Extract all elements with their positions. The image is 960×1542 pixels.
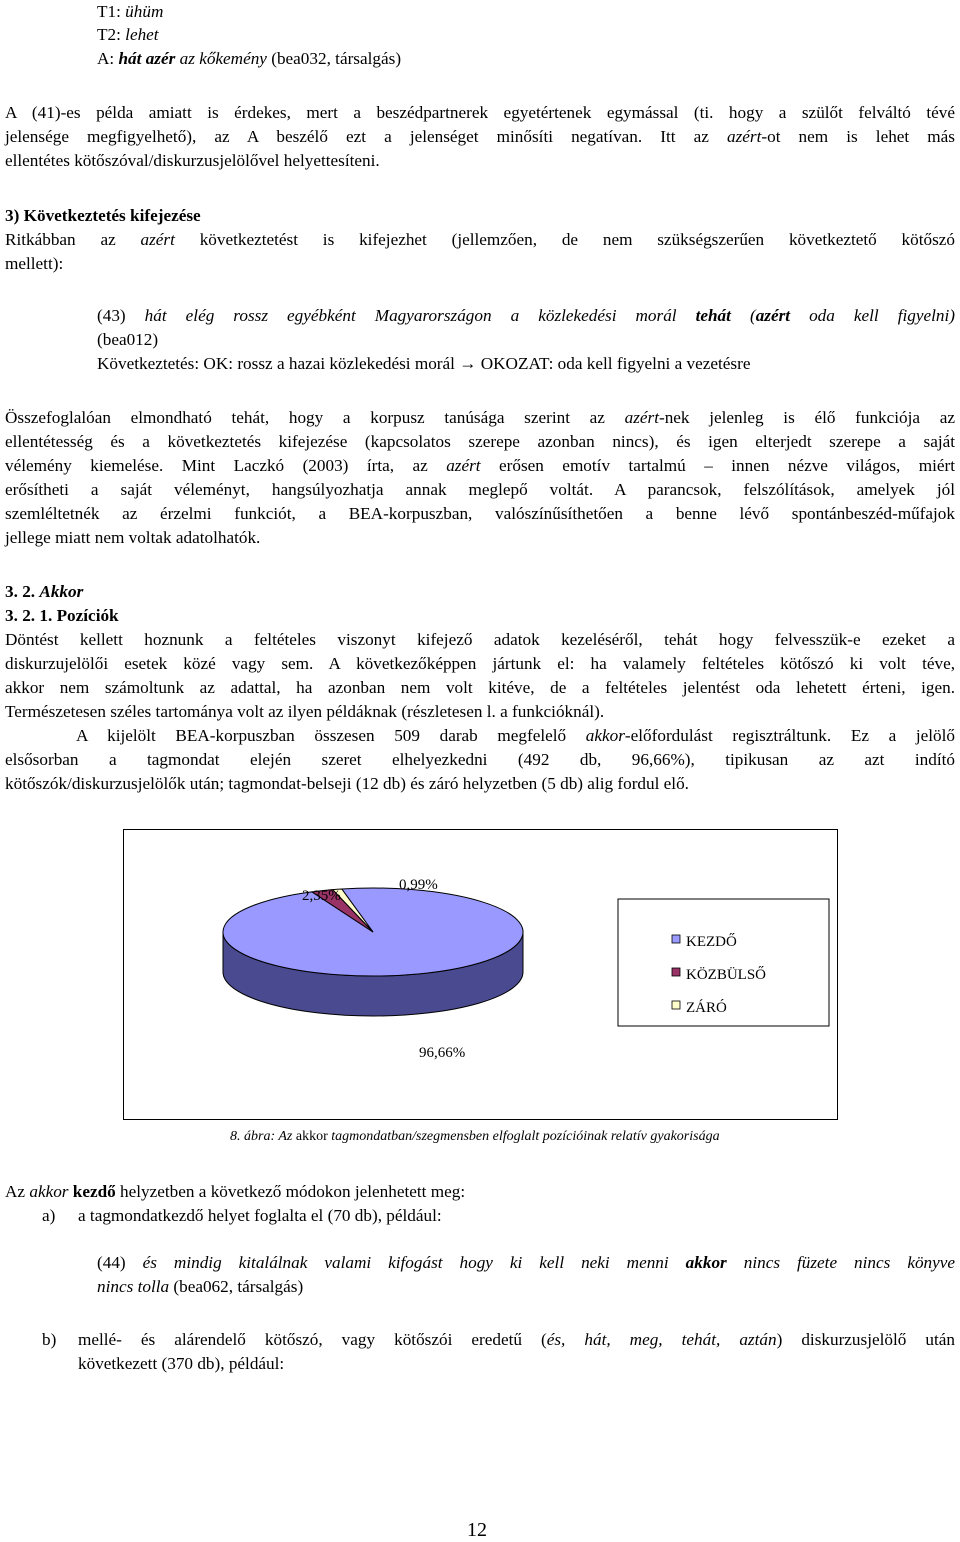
data-label-kezdo: 96,66%: [419, 1045, 466, 1061]
legend-swatch-kezdo: [672, 935, 680, 943]
pie-tops: [223, 888, 523, 976]
summary-line5: szemléltetnék az érzelmi funkciót, a BEA-korpuszban, valószínűsíthetően a benne lévő spontánbeszéd-műfajok: [5, 504, 955, 523]
list-item-a: a tagmondatkezdő helyet foglalta el (70 db), például:: [78, 1206, 442, 1225]
para1-line1: A (41)-es példa amiatt is érdekes, mert a beszédpartnerek egyetértenek egymással (ti. hogy a szülőt felváltó tévé: [5, 103, 955, 122]
sec3-line2: mellett):: [5, 254, 64, 273]
sec32-line1: Döntést kellett hoznunk a feltételes viszonyt kifejező adatok kezeléséről, tehát hogy felvesszük-e ezeket a: [5, 630, 955, 649]
list-item-b-line2: következett (370 db), például:: [78, 1354, 285, 1373]
example-44-line2: nincs tolla (bea062, társalgás): [97, 1277, 304, 1296]
list-label-a: a): [42, 1206, 56, 1225]
summary-line2: ellentétesség és a következtetés kifejezése (kapcsolatos szerepe azonban nincs), és igen elterjedt szerepe a saját: [5, 432, 955, 451]
data-label-zaro: 0,99%: [399, 877, 438, 893]
page-number: 12: [467, 1519, 487, 1541]
example-44: (44) és mindig kitalálnak valami kifogást hogy ki kell neki menni akkor nincs füzete nincs könyve: [97, 1253, 956, 1272]
figure-caption: 8. ábra: Az akkor tagmondatban/szegmensben elfoglalt pozícióinak relatív gyakorisága: [230, 1129, 720, 1144]
para1-line3: ellentétes kötőszóval/diskurzusjelölővel helyettesíteni.: [5, 151, 380, 170]
sec32-line2: diskurzujelölői esetek közé vagy sem. A következőképpen jártunk el: ha valamely feltételes kötőszó ki volt téve,: [5, 654, 955, 673]
section-heading-3-2-1: 3. 2. 1. Pozíciók: [5, 606, 119, 625]
example-43-conclusion: Következtetés: OK: rossz a hazai közlekedési morál → OKOZAT: oda kell figyelni a vezetésre: [97, 354, 751, 373]
turn-t1: T1: ühüm: [97, 2, 164, 21]
akkor-intro: Az akkor kezdő helyzetben a következő módokon jelenhetett meg:: [5, 1182, 466, 1201]
section-heading-3-2: 3. 2. Akkor: [5, 582, 84, 601]
legend-swatch-zaro: [672, 1001, 680, 1009]
legend-label-zaro: ZÁRÓ: [686, 1000, 727, 1016]
legend-label-kozbulso: KÖZBÜLSŐ: [686, 967, 767, 983]
sec3-line1: Ritkábban az azért következtetést is kifejezhet (jellemzően, de nem szükségszerűen következtető kötőszó: [5, 230, 956, 249]
list-item-b-line1: mellé- és alárendelő kötőszó, vagy kötőszói eredetű (és, hát, meg, tehát, aztán) diskurzusjelölő után: [78, 1330, 955, 1349]
turn-t2: T2: lehet: [97, 25, 159, 44]
legend-swatch-kozbulso: [672, 968, 680, 976]
list-label-b: b): [42, 1330, 57, 1349]
summary-line3: vélemény kiemelése. Mint Laczkó (2003) írta, az azért erősen emotív tartalmú – innen nézve világos, miért: [5, 456, 956, 475]
summary-line4: erősítheti a saját véleményt, hangsúlyozhatja annak meglepő voltát. A parancsok, felszólítások, amelyek jól: [5, 480, 955, 499]
sec32-line5: A kijelölt BEA-korpuszban összesen 509 darab megfelelő akkor-előfordulást regisztráltunk. Ez a jelölő: [76, 726, 955, 745]
turn-a: A: hát azér az kőkemény (bea032, társalgás): [97, 49, 402, 68]
para1-line2: jelensége megfigyelhető), az A beszélő ezt a jelenséget minősíti negatívan. Itt az azért-ot nem is lehet más: [5, 127, 955, 146]
example-43-source: (bea012): [97, 330, 159, 349]
summary-line1: Összefoglalóan elmondható tehát, hogy a korpusz tanúsága szerint az azért-nek jelenleg is élő funkciója az: [5, 408, 955, 427]
sec32-line6: elsősorban a tagmondat elején szeret elhelyezkedni (492 db, 96,66%), tipikusan az azt indító: [5, 750, 955, 769]
data-label-kozbulso: 2,35%: [302, 888, 341, 904]
pie-chart: [123, 829, 838, 1120]
summary-line6: jellege miatt nem voltak adatolhatók.: [5, 528, 261, 547]
section-heading-3: 3) Következtetés kifejezése: [5, 206, 201, 225]
sec32-line4: Természetesen széles tartománya volt az ilyen példáknak (részletesen l. a funkcióknál).: [5, 702, 605, 721]
legend-label-kezdo: KEZDŐ: [686, 934, 737, 950]
legend-item-kozbulso: [672, 966, 766, 983]
example-43: (43) hát elég rossz egyébként Magyarországon a közlekedési morál tehát (azért oda kell figyelni): [97, 306, 955, 325]
sec32-line7: kötőszók/diskurzusjelölők után; tagmondat-belseji (12 db) és záró helyzetben (5 db) alig fordul elő.: [5, 774, 689, 793]
sec32-line3: akkor nem számoltunk az adattal, ha azonban nem volt kitéve, de a feltételes jelentést oda lehetett érteni, igen.: [5, 678, 955, 697]
